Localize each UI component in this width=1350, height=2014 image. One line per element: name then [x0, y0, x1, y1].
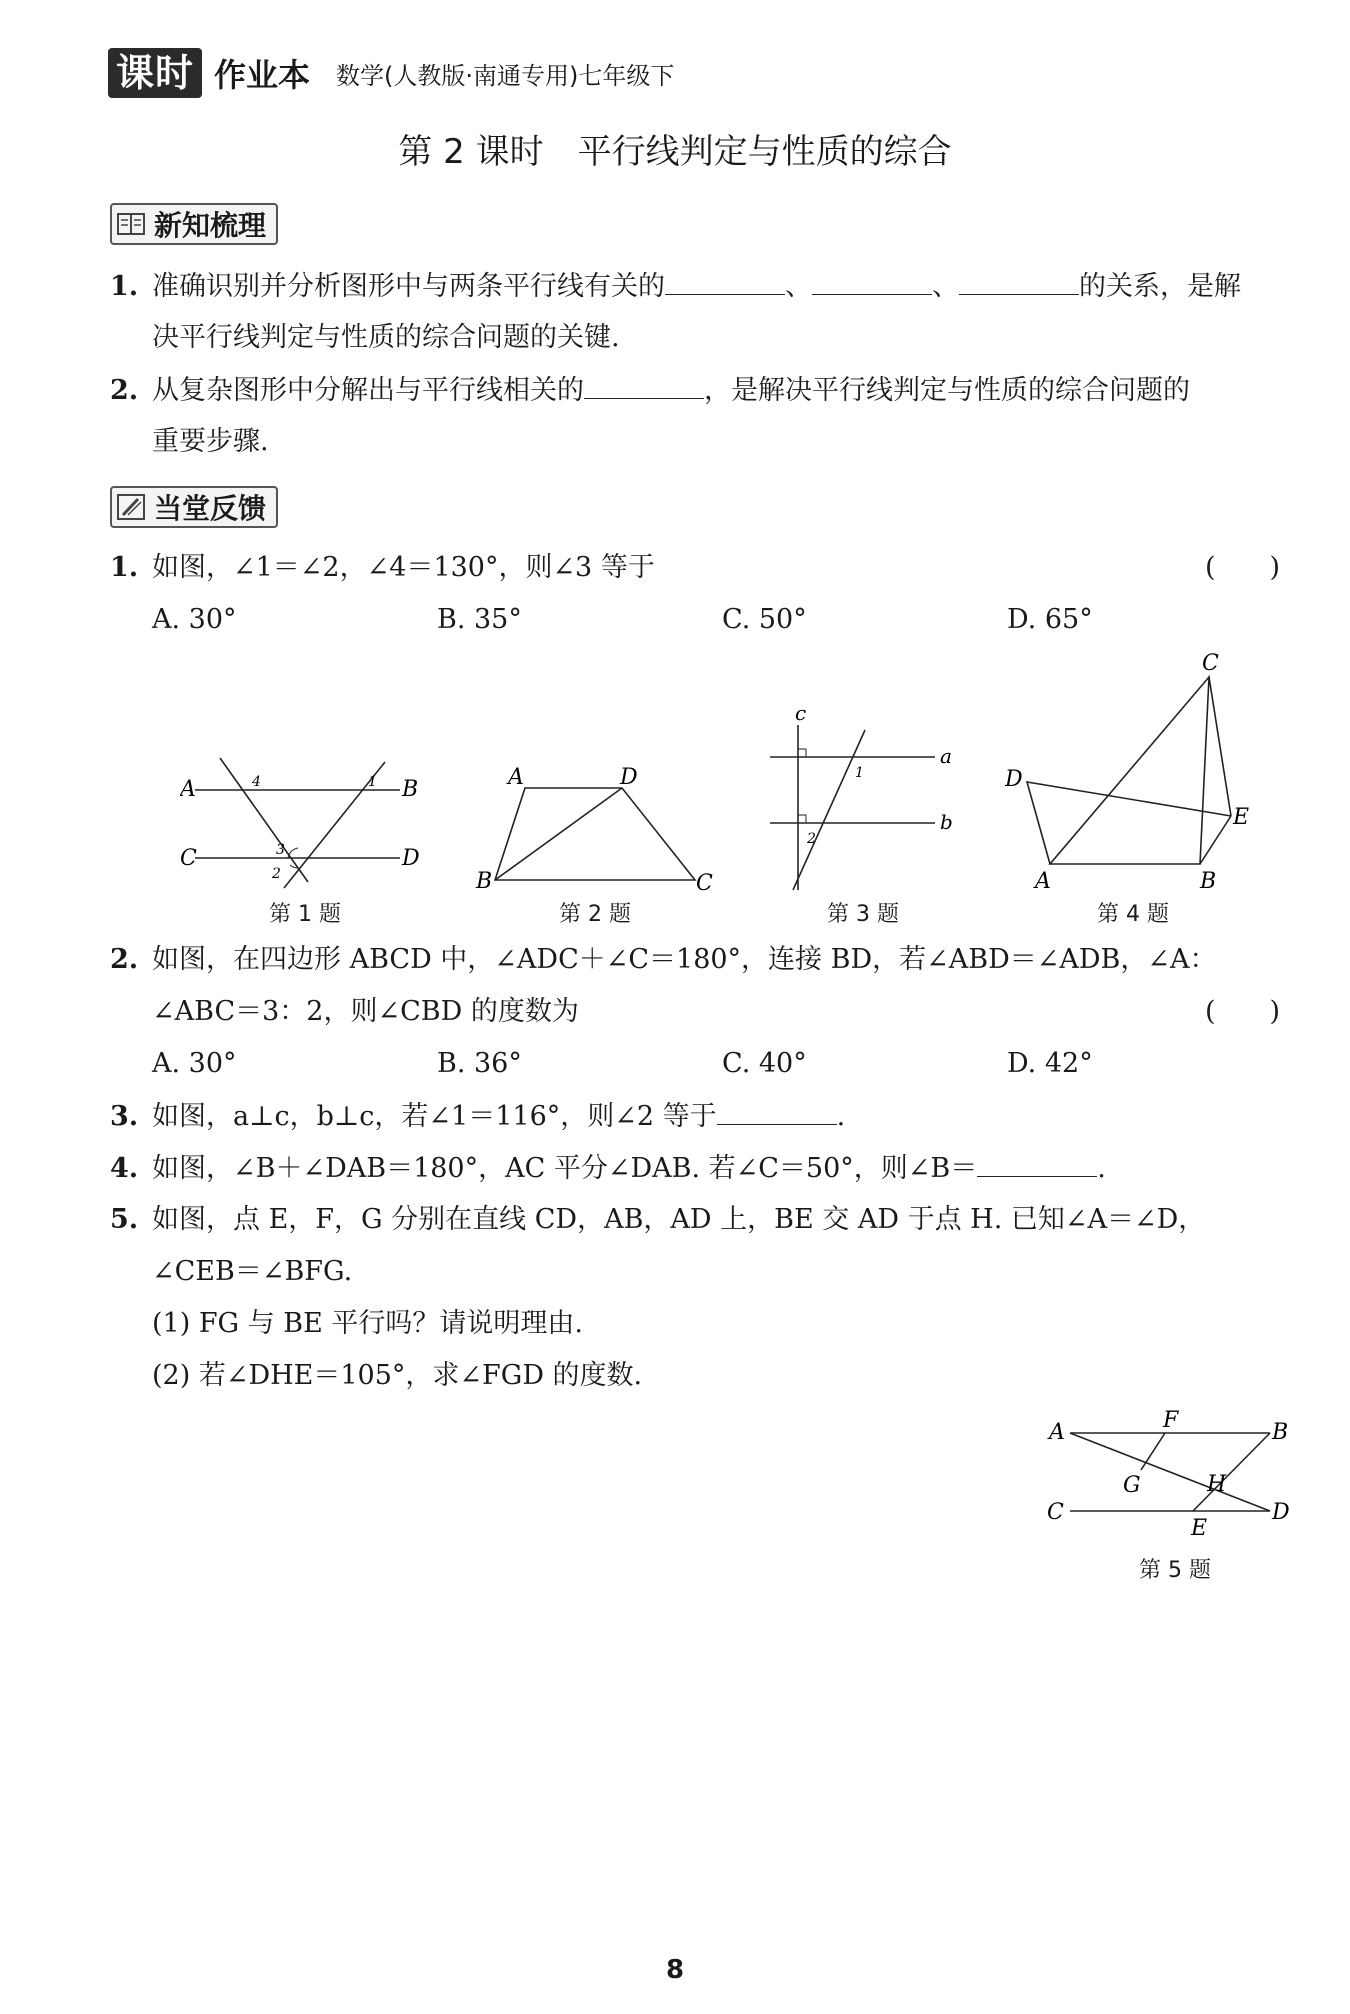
s1-item-1-line1 [110, 266, 1241, 307]
fill-blank[interactable] [959, 266, 1079, 295]
pencil-icon [116, 493, 146, 521]
label-A: A [508, 765, 524, 790]
figure-4 [1005, 650, 1265, 895]
label-3: 3 [276, 842, 285, 858]
q2-stem-line2: ∠ABC＝3：2，则∠CBD 的度数为 [152, 996, 579, 1027]
s1-item-1-line2: 决平行线判定与性质的综合问题的关键. [152, 322, 620, 353]
question-number: 2. [110, 944, 139, 975]
option-d[interactable]: D. 42° [1007, 1048, 1093, 1079]
label-2: 2 [807, 831, 816, 847]
option-a[interactable]: A. 30° [152, 1048, 237, 1079]
brand-logo-box: 课时 [108, 48, 202, 98]
segment-fg [1141, 1433, 1165, 1470]
item-number: 2. [110, 375, 139, 406]
transversal-1 [220, 758, 308, 882]
figure-1 [180, 740, 430, 900]
q1-options [152, 600, 1152, 640]
figure-2-caption: 第 2 题 [559, 902, 631, 927]
label-B: B [476, 869, 493, 894]
option-b[interactable]: B. 35° [437, 604, 522, 635]
s1-item-2-line1 [110, 370, 1190, 411]
label-B: B [1272, 1420, 1289, 1445]
right-angle-mark [798, 749, 806, 757]
subject-label: 数学(人教版·南通专用)七年级下 [336, 61, 675, 90]
line-ad [1070, 1433, 1270, 1511]
item-text: 的关系，是解 [1079, 271, 1241, 302]
quadrilateral-abcd [495, 788, 695, 880]
fill-blank[interactable] [812, 266, 932, 295]
figure-1-caption: 第 1 题 [269, 902, 341, 927]
option-b[interactable]: B. 36° [437, 1048, 522, 1079]
item-text: ，是解决平行线判定与性质的综合问题的 [704, 375, 1190, 406]
fill-blank[interactable] [977, 1148, 1097, 1177]
q5-sub-2: (2) 若∠DHE＝105°，求∠FGD 的度数. [152, 1360, 643, 1391]
question-number: 4. [110, 1153, 139, 1184]
figure-3-caption: 第 3 题 [827, 902, 899, 927]
option-c[interactable]: C. 50° [722, 604, 807, 635]
q3-stem [110, 1096, 845, 1137]
option-d[interactable]: D. 65° [1007, 604, 1093, 635]
figure-5 [1045, 1405, 1305, 1540]
q2-stem-line1 [110, 940, 1216, 980]
q5-sub-1: (1) FG 与 BE 平行吗？请说明理由. [152, 1308, 584, 1339]
label-1: 1 [855, 765, 864, 781]
item-number: 1. [110, 271, 139, 302]
label-A: A [1049, 1420, 1065, 1445]
separator: 、 [785, 271, 812, 302]
label-D: D [1005, 767, 1023, 792]
label-4: 4 [252, 774, 261, 790]
label-H: H [1207, 1472, 1227, 1497]
label-C: C [180, 846, 197, 871]
figure-5-caption: 第 5 题 [1139, 1558, 1211, 1583]
label-C: C [1047, 1500, 1064, 1525]
segment-be [1200, 816, 1231, 864]
figure-3 [755, 700, 965, 895]
q1-stem [110, 548, 655, 588]
question-text: 如图，∠B＋∠DAB＝180°，AC 平分∠DAB. 若∠C＝50°，则∠B＝ [152, 1153, 978, 1184]
question-text: 如图，∠1＝∠2，∠4＝130°，则∠3 等于 [152, 552, 655, 583]
label-A: A [1035, 869, 1051, 894]
section-class-feedback [110, 486, 278, 528]
right-angle-mark [798, 815, 806, 823]
question-text: 如图，a⊥c，b⊥c，若∠1＝116°，则∠2 等于 [152, 1101, 717, 1132]
figure-2 [470, 760, 720, 900]
page-number: 8 [665, 1955, 685, 1985]
option-a[interactable]: A. 30° [152, 604, 237, 635]
label-c: c [795, 701, 807, 725]
question-number: 5. [110, 1204, 139, 1235]
label-D: D [1272, 1500, 1290, 1525]
q5-stem-line1 [110, 1200, 1205, 1240]
option-c[interactable]: C. 40° [722, 1048, 807, 1079]
label-F: F [1163, 1408, 1179, 1433]
s1-item-2-line2: 重要步骤. [152, 426, 269, 457]
label-C: C [696, 871, 713, 896]
label-B: B [1200, 869, 1217, 894]
question-text: 如图，在四边形 ABCD 中，∠ADC＋∠C＝180°，连接 BD，若∠ABD＝∠ADB，∠A： [152, 944, 1217, 975]
segment-be [1193, 1433, 1270, 1511]
period: . [1097, 1153, 1106, 1184]
triangle-abc [1050, 677, 1209, 864]
label-E: E [1233, 805, 1250, 830]
label-E: E [1191, 1516, 1208, 1540]
segment-ce [1209, 677, 1231, 816]
transversal [793, 730, 865, 890]
fill-blank[interactable] [717, 1096, 837, 1125]
figure-4-caption: 第 4 题 [1097, 902, 1169, 927]
label-G: G [1123, 1473, 1141, 1498]
q4-stem [110, 1148, 1106, 1189]
label-C: C [1202, 651, 1219, 676]
answer-paren[interactable]: ( ) [1205, 996, 1281, 1027]
label-2: 2 [272, 866, 281, 882]
header-brand [108, 48, 674, 98]
lesson-title: 第 2 课时 平行线判定与性质的综合 [398, 132, 952, 172]
fill-blank[interactable] [584, 370, 704, 399]
separator: 、 [932, 271, 959, 302]
label-1: 1 [368, 774, 377, 790]
label-A: A [180, 777, 196, 802]
label-b: b [940, 810, 953, 834]
brand-text: 作业本 [214, 56, 311, 94]
fill-blank[interactable] [665, 266, 785, 295]
label-D: D [620, 765, 638, 790]
item-text: 从复杂图形中分解出与平行线相关的 [152, 375, 584, 406]
section-new-knowledge [110, 203, 278, 245]
question-text: 如图，点 E，F，G 分别在直线 CD，AB，AD 上，BE 交 AD 于点 H. 已知∠A＝∠D， [152, 1204, 1206, 1235]
question-number: 1. [110, 552, 139, 583]
q5-stem-line2: ∠CEB＝∠BFG. [152, 1256, 353, 1287]
answer-paren[interactable]: ( ) [1205, 552, 1281, 583]
section-title: 当堂反馈 [154, 492, 267, 525]
question-number: 3. [110, 1101, 139, 1132]
label-B: B [402, 777, 419, 802]
diagonal-bd [495, 788, 622, 880]
q2-options [152, 1044, 1152, 1084]
period: . [836, 1101, 846, 1132]
section-title: 新知梳理 [154, 209, 267, 242]
item-text: 准确识别并分析图形中与两条平行线有关的 [152, 271, 665, 302]
label-a: a [940, 744, 952, 768]
label-D: D [402, 846, 420, 871]
book-icon [116, 210, 146, 238]
